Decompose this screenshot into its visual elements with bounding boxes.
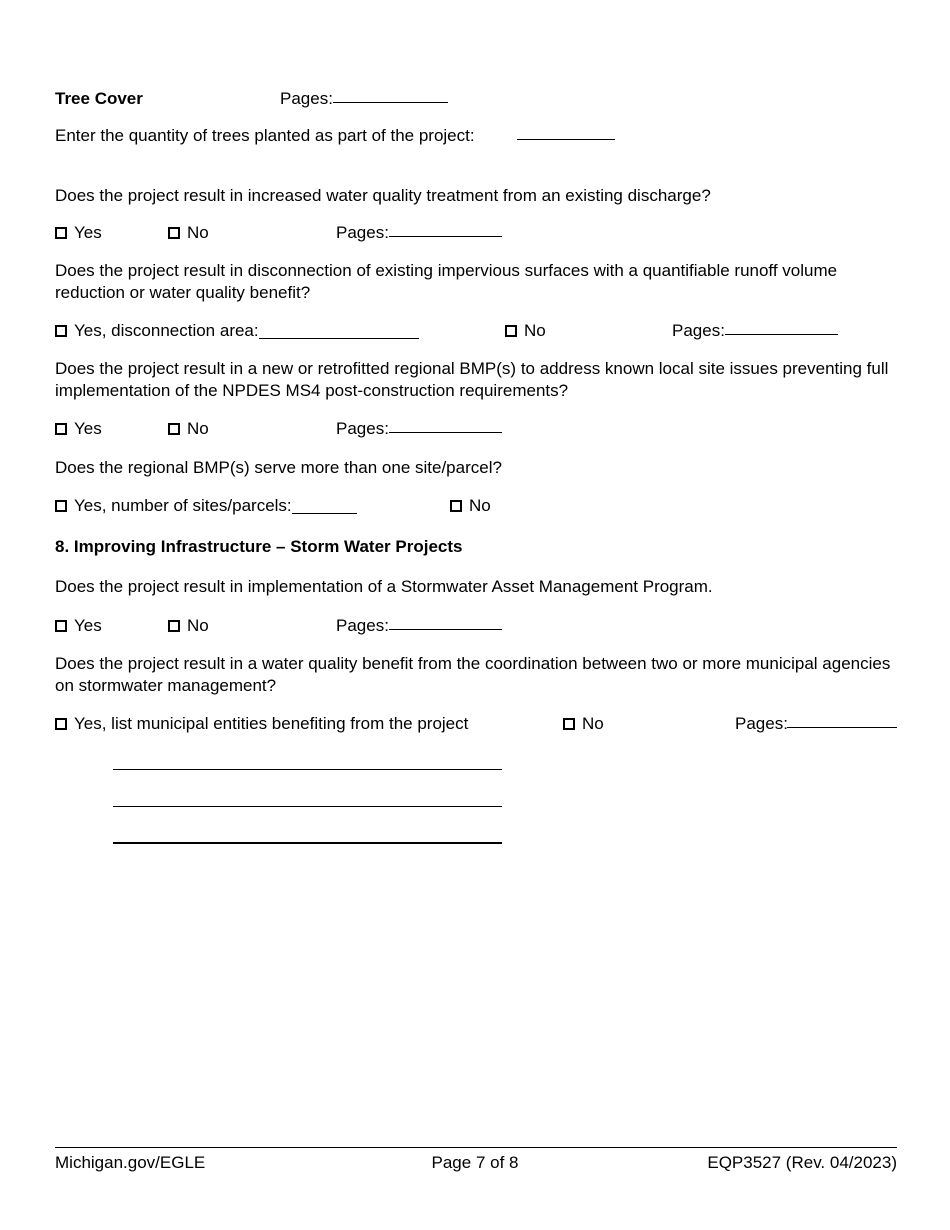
disconnection-answer-row xyxy=(0,320,950,344)
tree-cover-pages-field[interactable] xyxy=(333,88,448,103)
water-quality-answer-row xyxy=(0,222,950,246)
water-quality-yes-option[interactable] xyxy=(55,222,102,244)
no-label: No xyxy=(187,616,209,635)
footer-form-number: EQP3527 (Rev. 04/2023) xyxy=(707,1153,897,1172)
coordination-no-option[interactable] xyxy=(563,713,604,735)
checkbox-icon[interactable] xyxy=(55,227,67,239)
checkbox-icon[interactable] xyxy=(505,325,517,337)
question-disconnection: Does the project result in disconnection of existing impervious surfaces with a quantifiable runoff volume reduction or water quality benefit? xyxy=(55,261,838,302)
regional-bmp-pages-field[interactable] xyxy=(389,418,502,433)
tree-quantity-label: Enter the quantity of trees planted as part of the project: xyxy=(55,126,475,145)
footer-page-number: Page 7 of 8 xyxy=(431,1153,519,1172)
tree-cover-heading: Tree Cover xyxy=(55,89,143,108)
water-quality-no-option[interactable] xyxy=(168,222,209,244)
question-coordination: Does the project result in a water quality benefit from the coordination between two or more municipal agencies on stormwater management? xyxy=(55,654,891,695)
question-water-quality: Does the project result in increased water quality treatment from an existing discharge? xyxy=(55,186,711,205)
bmp-multi-site-yes-option[interactable] xyxy=(55,495,357,517)
asset-management-answer-row xyxy=(0,615,950,639)
pages-label: Pages: xyxy=(336,616,389,635)
regional-bmp-answer-row xyxy=(0,418,950,442)
question-asset-management: Does the project result in implementation of a Stormwater Asset Management Program. xyxy=(55,577,713,596)
checkbox-icon[interactable] xyxy=(450,500,462,512)
checkbox-icon[interactable] xyxy=(55,325,67,337)
no-label: No xyxy=(187,419,209,438)
pages-label: Pages: xyxy=(735,714,788,733)
bmp-multi-site-answer-row xyxy=(0,495,950,519)
asset-management-pages-field[interactable] xyxy=(389,615,502,630)
sites-parcels-field[interactable] xyxy=(292,499,357,514)
water-quality-pages-field[interactable] xyxy=(389,222,502,237)
pages-label: Pages: xyxy=(672,321,725,340)
disconnection-area-field[interactable] xyxy=(259,324,419,339)
asset-management-no-option[interactable] xyxy=(168,615,209,637)
yes-label: Yes xyxy=(74,616,102,635)
coordination-yes-option[interactable] xyxy=(55,713,468,735)
bmp-multi-site-no-option[interactable] xyxy=(450,495,491,517)
yes-label: Yes xyxy=(74,419,102,438)
regional-bmp-no-option[interactable] xyxy=(168,418,209,440)
bmp-multi-site-yes-label: Yes, number of sites/parcels: xyxy=(74,496,292,515)
no-label: No xyxy=(469,496,491,515)
tree-cover-row xyxy=(0,88,950,112)
footer-row xyxy=(0,1152,950,1176)
no-label: No xyxy=(524,321,546,340)
footer-site-link[interactable]: Michigan.gov/EGLE xyxy=(55,1153,206,1172)
municipal-entity-line-2[interactable] xyxy=(113,806,502,807)
no-label: No xyxy=(187,223,209,242)
pages-label: Pages: xyxy=(336,419,389,438)
coordination-answer-row xyxy=(0,713,950,737)
disconnection-pages-field[interactable] xyxy=(725,320,838,335)
checkbox-icon[interactable] xyxy=(563,718,575,730)
checkbox-icon[interactable] xyxy=(55,718,67,730)
municipal-entity-line-3[interactable] xyxy=(113,842,502,844)
coordination-pages-field[interactable] xyxy=(787,713,897,728)
yes-label: Yes xyxy=(74,223,102,242)
disconnection-yes-option[interactable] xyxy=(55,320,419,342)
tree-quantity-row xyxy=(0,125,950,149)
question-bmp-multi-site: Does the regional BMP(s) serve more than one site/parcel? xyxy=(55,458,502,477)
footer-divider xyxy=(55,1147,897,1148)
pages-label: Pages: xyxy=(336,223,389,242)
municipal-entity-line-1[interactable] xyxy=(113,769,502,770)
checkbox-icon[interactable] xyxy=(168,620,180,632)
checkbox-icon[interactable] xyxy=(55,620,67,632)
checkbox-icon[interactable] xyxy=(55,423,67,435)
tree-cover-pages-label: Pages: xyxy=(280,89,333,108)
question-regional-bmp: Does the project result in a new or retrofitted regional BMP(s) to address known local site issues preventing full implementation of the NPDES MS4 post-construction requirements? xyxy=(55,359,889,400)
coordination-yes-label: Yes, list municipal entities benefiting from the project xyxy=(74,714,469,733)
disconnection-yes-label: Yes, disconnection area: xyxy=(74,321,259,340)
section-8-heading: 8. Improving Infrastructure – Storm Water Projects xyxy=(55,537,463,556)
asset-management-yes-option[interactable] xyxy=(55,615,102,637)
regional-bmp-yes-option[interactable] xyxy=(55,418,102,440)
checkbox-icon[interactable] xyxy=(55,500,67,512)
no-label: No xyxy=(582,714,604,733)
checkbox-icon[interactable] xyxy=(168,423,180,435)
tree-quantity-field[interactable] xyxy=(517,125,615,140)
disconnection-no-option[interactable] xyxy=(505,320,546,342)
checkbox-icon[interactable] xyxy=(168,227,180,239)
